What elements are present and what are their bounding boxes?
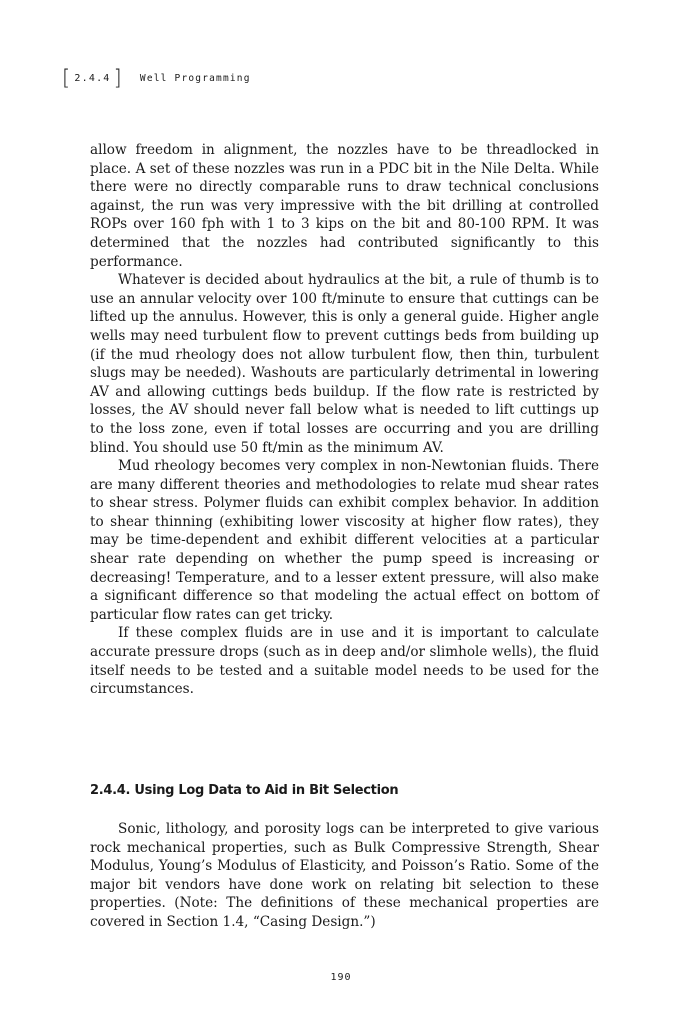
section-heading: 2.4.4. Using Log Data to Aid in Bit Selection: [90, 783, 399, 798]
running-head-title: Well Programming: [139, 72, 251, 84]
paragraph-log-data: Sonic, lithology, and porosity logs can be interpreted to give various rock mechanical properties, such as Bulk Compressive Strength, Shear Modulus, Young’s Modulus of Elasticity, and Poisson’s Ratio. Some of the major bit vendors have done work on relating bit selection to these properties. (Note: The definitions of these mechanical properties are covered in Section 1.4, “Casing Design.”): [90, 821, 599, 930]
section-body: [90, 820, 599, 932]
paragraph-complex-fluids: If these complex fluids are in use and it is important to calculate accurate pressure drops (such as in deep and/or slimhole wells), the fluid itself needs to be tested and a suitable model needs to be used for the circumstances.: [90, 625, 599, 698]
paragraph-mud-rheology: Mud rheology becomes very complex in non-Newtonian fluids. There are many different theories and methodologies to relate mud shear rates to shear stress. Polymer fluids can exhibit complex behavior. In addition to shear thinning (exhibiting lower viscosity at higher flow rates), they may be time-dependent and exhibit different velocities at a particular shear rate depending on whether the pump speed is increasing or decreasing! Temperature, and to a lesser extent pressure, will also make a significant difference so that modeling the actual effect on bottom of particular flow rates can get tricky.: [90, 458, 599, 623]
page-number: 190: [330, 972, 352, 983]
bracket-close: ]: [113, 65, 123, 90]
bracket-open: [: [62, 65, 72, 90]
running-head: [62, 66, 251, 90]
paragraph-hydraulics: Whatever is decided about hydraulics at the bit, a rule of thumb is to use an annular velocity over 100 ft/minute to ensure that cuttings can be lifted up the annulus. However, this is only a general guide. Higher angle wells may need turbulent flow to prevent cuttings beds from building up (if the mud rheology does not allow turbulent flow, then thin, turbulent slugs may be needed). Washouts are particularly detrimental in lowering AV and allowing cuttings beds buildup. If the flow rate is restricted by losses, the AV should never fall below what is needed to lift cuttings up to the loss zone, even if total losses are occurring and you are drilling blind. You should use 50 ft/min as the minimum AV.: [90, 272, 599, 456]
paragraph-nozzles: allow freedom in alignment, the nozzles have to be threadlocked in place. A set of these nozzles was run in a PDC bit in the Nile Delta. While there were no directly comparable runs to draw technical conclusions against, the run was very impressive with the bit drilling at controlled ROPs over 160 fph with 1 to 3 kips on the bit and 80-100 RPM. It was determined that the nozzles had contributed significantly to this performance.: [90, 142, 599, 270]
running-head-section-number: 2.4.4: [74, 72, 111, 84]
body-text-block: [90, 141, 599, 699]
